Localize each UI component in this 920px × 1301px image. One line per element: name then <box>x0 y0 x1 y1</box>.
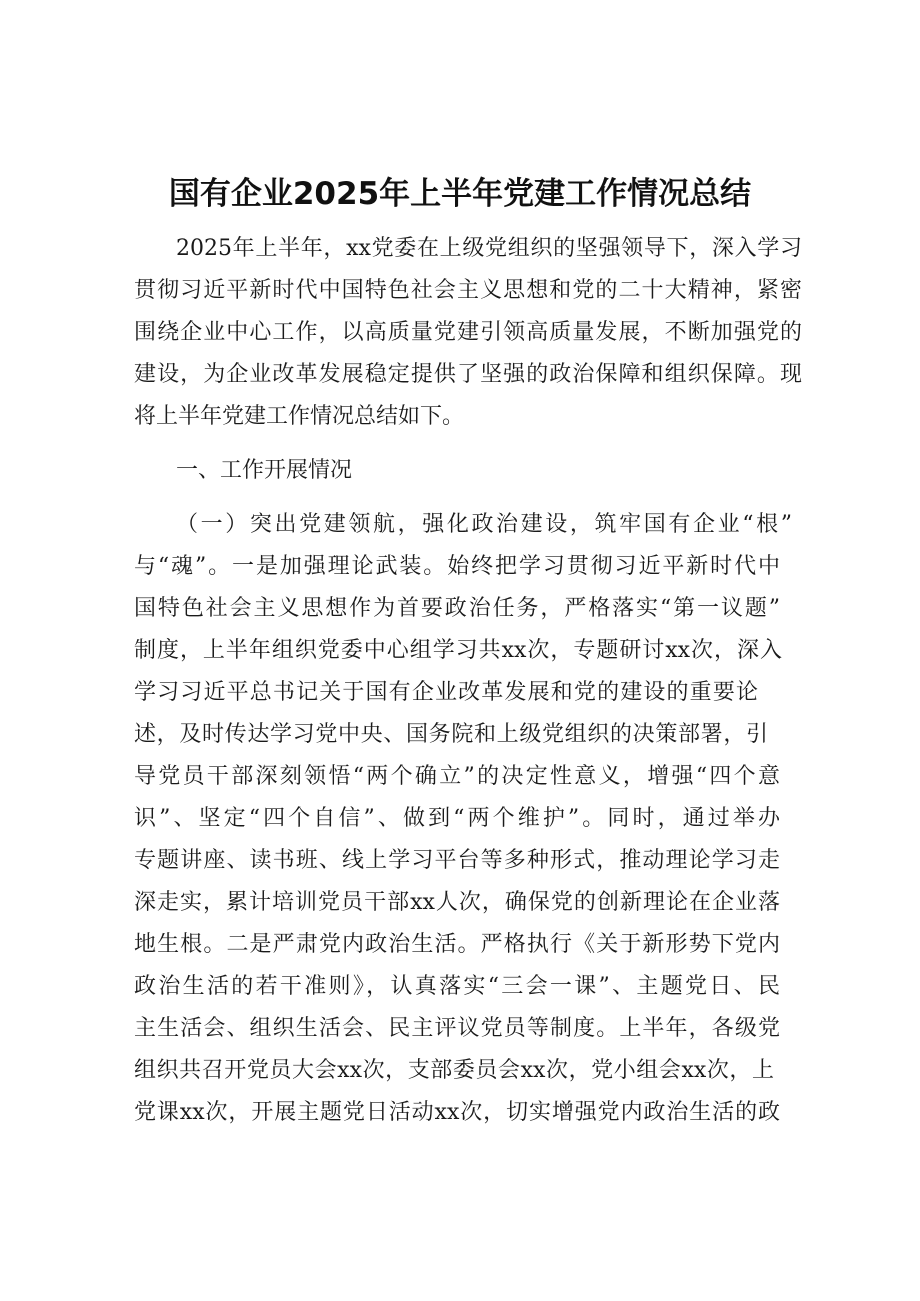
paragraph-line: 学习习近平总书记关于国有企业改革发展和党的建设的重要论 <box>134 680 758 705</box>
paragraph-line: 导党员干部深刻领悟“两个确立”的决定性意义，增强“四个意 <box>134 764 780 789</box>
paragraph-line: 将上半年党建工作情况总结如下。 <box>134 404 465 429</box>
paragraph-line: 深走实，累计培训党员干部xx人次，确保党的创新理论在企业落 <box>134 890 780 915</box>
paragraph-line: 贯彻习近平新时代中国特色社会主义思想和党的二十大精神，紧密 <box>134 278 802 303</box>
document-title: 国有企业2025年上半年党建工作情况总结 <box>168 176 752 212</box>
paragraph-line: 制度，上半年组织党委中心组学习共xx次，专题研讨xx次，深入 <box>134 638 782 663</box>
paragraph-line: 主生活会、组织生活会、民主评议党员等制度。上半年，各级党 <box>134 1016 780 1041</box>
paragraph-line: 政治生活的若干准则》，认真落实“三会一课”、主题党日、民 <box>134 974 780 999</box>
paragraph-line: 专题讲座、读书班、线上学习平台等多种形式，推动理论学习走 <box>134 848 780 873</box>
paragraph-line: 述，及时传达学习党中央、国务院和上级党组织的决策部署，引 <box>134 722 768 747</box>
paragraph-line: 党课xx次，开展主题党日活动xx次，切实增强党内政治生活的政 <box>134 1100 780 1125</box>
paragraph-line: 组织共召开党员大会xx次，支部委员会xx次，党小组会xx次，上 <box>134 1058 774 1083</box>
paragraph-line: （一）突出党建领航，强化政治建设，筑牢国有企业“根” <box>176 512 792 537</box>
paragraph-line: 识”、坚定“四个自信”、做到“两个维护”。同时，通过举办 <box>134 806 780 831</box>
paragraph-line: 建设，为企业改革发展稳定提供了坚强的政治保障和组织保障。现 <box>134 362 802 387</box>
paragraph-line: 地生根。二是严肃党内政治生活。严格执行《关于新形势下党内 <box>134 932 780 957</box>
paragraph-line: 国特色社会主义思想作为首要政治任务，严格落实“第一议题” <box>134 596 780 621</box>
paragraph-line: 围绕企业中心工作，以高质量党建引领高质量发展，不断加强党的 <box>134 320 802 345</box>
section-heading: 一、工作开展情况 <box>176 458 353 483</box>
paragraph-line: 与“魂”。一是加强理论武装。始终把学习贯彻习近平新时代中 <box>134 554 780 579</box>
paragraph-line: 2025年上半年，xx党委在上级党组织的坚强领导下，深入学习 <box>176 236 802 261</box>
